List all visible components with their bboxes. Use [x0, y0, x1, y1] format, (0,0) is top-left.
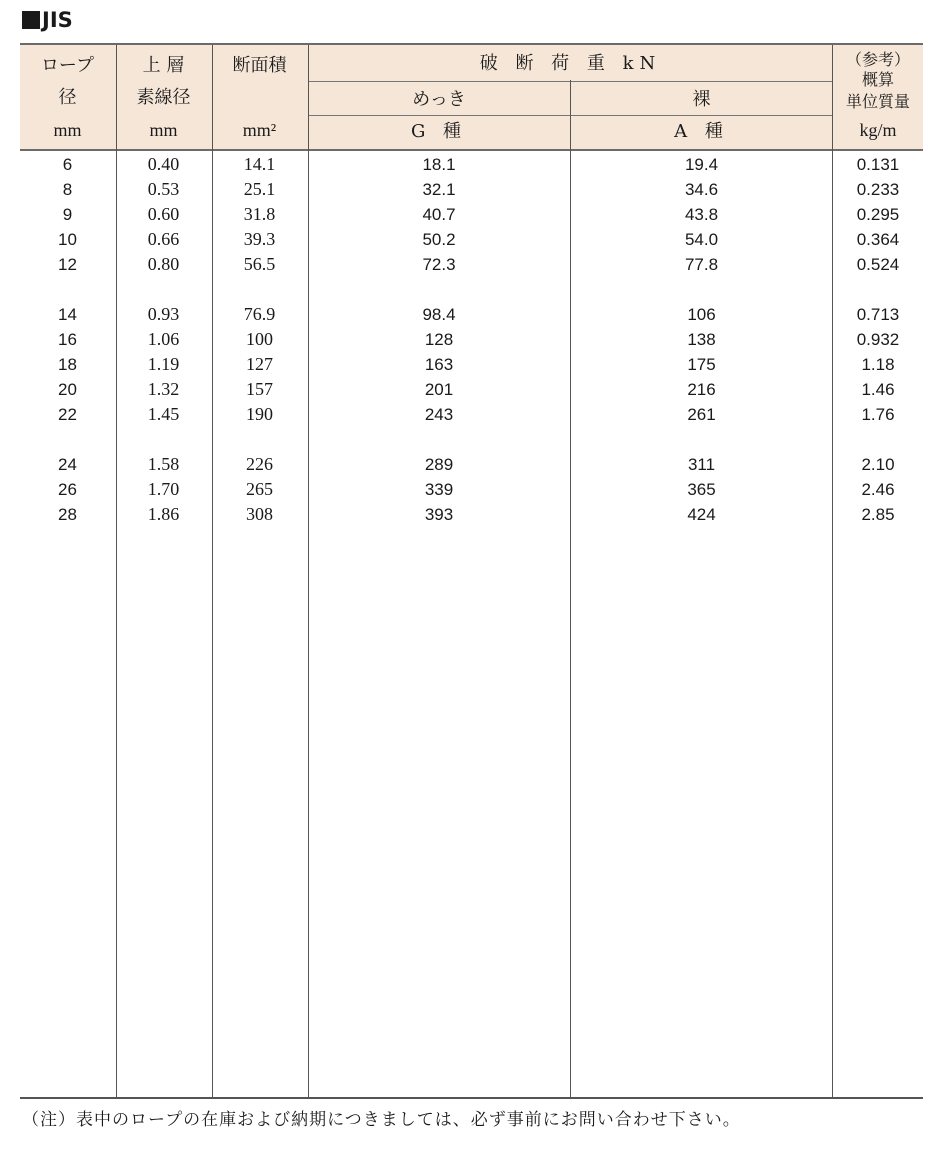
table-row — [20, 352, 923, 377]
wire-diameter-cell: 0.40 — [147, 154, 180, 174]
table-row — [20, 252, 923, 277]
unit-mass-cell: 1.46 — [861, 380, 895, 399]
header-bare-grade: A 種 — [674, 121, 729, 142]
bare-load-cell: 43.8 — [684, 205, 719, 224]
galvanized-load-cell: 40.7 — [422, 205, 456, 224]
bare-load-cell: 106 — [687, 305, 716, 324]
galvanized-load-cell: 50.2 — [422, 230, 456, 249]
cross-section-area-cell: 14.1 — [243, 154, 276, 174]
cross-section-area-cell: 25.1 — [243, 179, 276, 199]
rope-diameter-cell: 16 — [58, 330, 77, 349]
cross-section-area-cell: 31.8 — [243, 204, 276, 224]
wire-diameter-cell: 1.06 — [147, 329, 180, 349]
header-mass-ref: （参考） — [845, 50, 910, 69]
galvanized-load-cell: 201 — [424, 380, 454, 399]
footnote: （注）表中のロープの在庫および納期につきましては、必ず事前にお問い合わせ下さい。 — [22, 1110, 741, 1130]
header-wire-line1: 上 層 — [142, 55, 185, 76]
wire-diameter-cell: 1.45 — [147, 404, 180, 424]
header-wire-line2: 素線径 — [136, 87, 191, 108]
table-row — [20, 402, 923, 427]
bare-load-cell: 54.0 — [684, 230, 719, 249]
rope-diameter-cell: 22 — [58, 405, 77, 424]
header-mass-unit: kg/m — [859, 120, 897, 140]
document-title — [22, 8, 73, 32]
table-header — [20, 43, 923, 151]
header-bare: 裸 — [692, 89, 711, 110]
rope-diameter-cell: 28 — [58, 505, 77, 524]
unit-mass-cell: 0.131 — [856, 155, 900, 174]
rope-diameter-cell: 6 — [62, 155, 73, 174]
cross-section-area-cell: 157 — [246, 379, 273, 399]
wire-diameter-cell: 1.19 — [147, 354, 180, 374]
table-row — [20, 202, 923, 227]
header-area-label: 断面積 — [232, 55, 287, 76]
unit-mass-cell: 0.524 — [856, 255, 900, 274]
unit-mass-cell: 2.46 — [861, 480, 895, 499]
header-rope-line1: ロープ — [40, 55, 95, 76]
galvanized-load-cell: 72.3 — [422, 255, 456, 274]
bare-load-cell: 216 — [687, 380, 716, 399]
galvanized-load-cell: 243 — [424, 405, 454, 424]
galvanized-load-cell: 128 — [424, 330, 454, 349]
rope-diameter-cell: 18 — [58, 355, 77, 374]
header-mass-line1: 概算 — [861, 70, 894, 89]
wire-diameter-cell: 0.80 — [147, 254, 180, 274]
galvanized-load-cell: 98.4 — [422, 305, 456, 324]
bare-load-cell: 261 — [687, 405, 716, 424]
title-text: JIS — [42, 8, 73, 32]
table-row — [20, 152, 923, 177]
unit-mass-cell: 2.10 — [861, 455, 895, 474]
rope-diameter-cell: 9 — [62, 205, 73, 224]
bare-load-cell: 138 — [687, 330, 716, 349]
galvanized-load-cell: 339 — [424, 480, 454, 499]
black-square-icon — [22, 11, 40, 29]
table-row — [20, 327, 923, 352]
header-mass-line2: 単位質量 — [845, 92, 910, 111]
bare-load-cell: 424 — [687, 505, 716, 524]
unit-mass-cell: 1.18 — [861, 355, 895, 374]
header-galvanized: めっき — [412, 89, 466, 110]
unit-mass-cell: 0.713 — [856, 305, 900, 324]
table-row — [20, 452, 923, 477]
unit-mass-cell: 1.76 — [861, 405, 895, 424]
bare-load-cell: 365 — [687, 480, 716, 499]
wire-diameter-cell: 1.32 — [147, 379, 180, 399]
cross-section-area-cell: 100 — [246, 329, 273, 349]
galvanized-load-cell: 18.1 — [422, 155, 456, 174]
cross-section-area-cell: 190 — [246, 404, 273, 424]
unit-mass-cell: 0.364 — [856, 230, 900, 249]
header-rope-unit: mm — [53, 120, 82, 140]
rope-diameter-cell: 20 — [58, 380, 77, 399]
wire-diameter-cell: 0.66 — [147, 229, 180, 249]
galvanized-load-cell: 393 — [424, 505, 454, 524]
cross-section-area-cell: 39.3 — [243, 229, 276, 249]
rope-diameter-cell: 24 — [58, 455, 77, 474]
galvanized-load-cell: 32.1 — [422, 180, 456, 199]
cross-section-area-cell: 226 — [246, 454, 273, 474]
unit-mass-cell: 0.932 — [856, 330, 900, 349]
header-area-unit: mm² — [242, 120, 277, 140]
cross-section-area-cell: 308 — [246, 504, 273, 524]
table-row — [20, 377, 923, 402]
cross-section-area-cell: 127 — [246, 354, 273, 374]
rope-diameter-cell: 14 — [58, 305, 77, 324]
table-row — [20, 477, 923, 502]
rope-diameter-cell: 10 — [58, 230, 77, 249]
bare-load-cell: 311 — [687, 455, 716, 474]
bare-load-cell: 34.6 — [684, 180, 719, 199]
wire-diameter-cell: 0.53 — [147, 179, 180, 199]
unit-mass-cell: 0.295 — [856, 205, 900, 224]
unit-mass-cell: 0.233 — [856, 180, 900, 199]
bare-load-cell: 77.8 — [684, 255, 719, 274]
wire-diameter-cell: 0.60 — [147, 204, 180, 224]
galvanized-load-cell: 163 — [424, 355, 454, 374]
wire-diameter-cell: 1.58 — [147, 454, 180, 474]
rope-diameter-cell: 26 — [58, 480, 77, 499]
bare-load-cell: 19.4 — [684, 155, 719, 174]
table-bottom-rule — [20, 1097, 923, 1099]
header-rope-line2: 径 — [58, 87, 77, 108]
header-galvanized-grade: G 種 — [410, 121, 468, 142]
rope-diameter-cell: 12 — [58, 255, 77, 274]
cross-section-area-cell: 76.9 — [243, 304, 276, 324]
header-breaking-load: 破 断 荷 重 kN — [479, 53, 662, 74]
header-wire-unit: mm — [149, 120, 178, 140]
wire-diameter-cell: 0.93 — [147, 304, 180, 324]
rope-diameter-cell: 8 — [62, 180, 73, 199]
wire-diameter-cell: 1.86 — [147, 504, 180, 524]
cross-section-area-cell: 56.5 — [243, 254, 276, 274]
table-row — [20, 302, 923, 327]
table-row — [20, 227, 923, 252]
wire-diameter-cell: 1.70 — [147, 479, 180, 499]
galvanized-load-cell: 289 — [424, 455, 454, 474]
unit-mass-cell: 2.85 — [861, 505, 895, 524]
cross-section-area-cell: 265 — [246, 479, 273, 499]
table-row — [20, 502, 923, 527]
bare-load-cell: 175 — [687, 355, 716, 374]
table-row — [20, 177, 923, 202]
